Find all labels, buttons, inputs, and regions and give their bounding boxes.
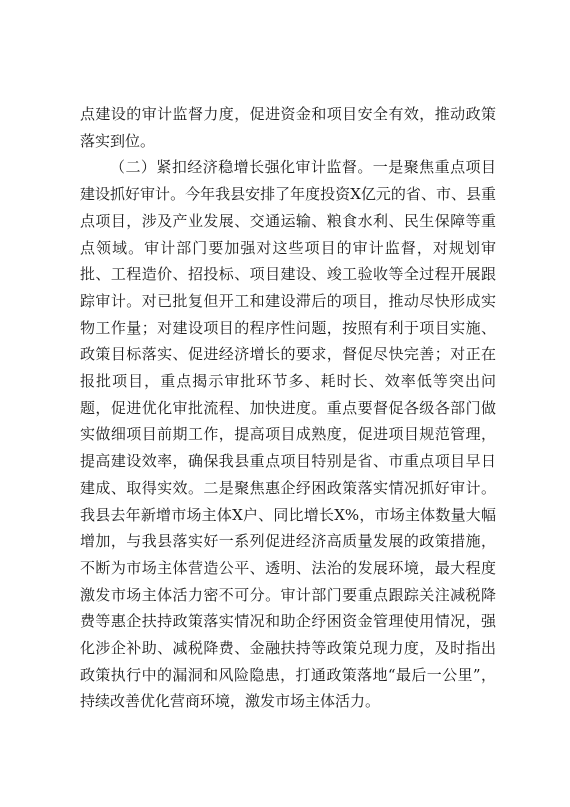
body-text [80, 101, 496, 715]
paragraph-section-two: （二）紧扣经济稳增长强化审计监督。一是聚焦重点项目建设抓好审计。今年我县安排了年度投资X亿元的省、市、县重点项目，涉及产业发展、交通运输、粮食水利、民生保障等重点领域。审计部门要加强对这些项目的审计监督，对规划审批、工程造价、招投标、项目建设、竣工验收等全过程开展跟踪审计。对已批复但开工和建设滞后的项目，推动尽快形成实物工作量；对建设项目的程序性问题，按照有利于项目实施、政策目标落实、促进经济增长的要求，督促尽快完善；对正在报批项目，重点揭示审批环节多、耗时长、效率低等突出问题，促进优化审批流程、加快进度。重点要督促各级各部门做实做细项目前期工作，提高项目成熟度，促进项目规范管理，提高建设效率，确保我县重点项目特别是省、市重点项目早日建成、取得实效。二是聚焦惠企纾困政策落实情况抓好审计。我县去年新增市场主体X户、同比增长X%，市场主体数量大幅增加，与我县落实好一系列促进经济高质量发展的政策措施，不断为市场主体营造公平、透明、法治的发展环境，最大程度激发市场主体活力密不可分。审计部门要重点跟踪关注减税降费等惠企扶持政策落实情况和助企纾困资金管理使用情况，强化涉企补助、减税降费、金融扶持等政策兑现力度，及时指出政策执行中的漏洞和风险隐患，打通政策落地“最后一公里”，持续改善优化营商环境，激发市场主体活力。 [80, 158, 496, 711]
paragraph-continuation: 点建设的审计监督力度，促进资金和项目安全有效，推动政策落实到位。 [80, 105, 496, 150]
